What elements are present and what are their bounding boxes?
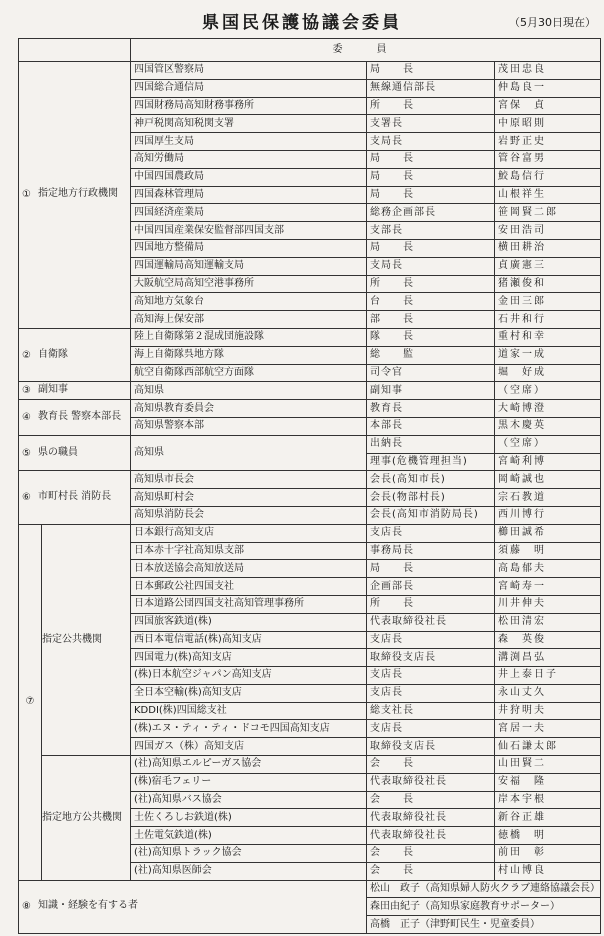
title-cell: 支署長: [367, 115, 495, 133]
org-cell: 四国運輸局高知運輸支局: [131, 257, 367, 275]
title-cell: 代表取締役社長: [367, 773, 495, 791]
title-cell: 代表取締役社長: [367, 809, 495, 827]
org-cell: KDDI(株)四国総支社: [131, 702, 367, 720]
table-row: [19, 524, 601, 542]
category-number: ①: [22, 189, 31, 201]
org-cell: 神戸税関高知税関支署: [131, 115, 367, 133]
title-cell: 局 長: [367, 239, 495, 257]
header-row: [19, 39, 601, 62]
org-cell: 四国総合通信局: [131, 79, 367, 97]
table-row: [19, 471, 601, 489]
org-cell: 四国ガス（株）高知支店: [131, 738, 367, 756]
org-cell: 全日本空輸(株)高知支店: [131, 684, 367, 702]
category-number: ⑥: [22, 492, 31, 504]
name-cell: 山田賢二: [495, 756, 601, 774]
name-cell: 貞廣憲三: [495, 257, 601, 275]
name-cell: 宮崎利博: [495, 453, 601, 471]
category-number: ⑧: [22, 901, 31, 913]
category-cell: [19, 524, 131, 880]
title-cell: 局 長: [367, 186, 495, 204]
name-cell: 永山丈久: [495, 684, 601, 702]
title-cell: 隊 長: [367, 328, 495, 346]
name-cell: 石井和行: [495, 311, 601, 329]
name-cell: 高島郁夫: [495, 560, 601, 578]
table-row: [19, 328, 601, 346]
title-cell: 企画部長: [367, 578, 495, 596]
title-cell: 局 長: [367, 150, 495, 168]
title-cell: 局 長: [367, 168, 495, 186]
category-label: 副知事: [38, 384, 68, 396]
title-cell: 代表取締役社長: [367, 827, 495, 845]
org-cell: 日本道路公団四国支社高知管理事務所: [131, 595, 367, 613]
org-cell: 高知労働局: [131, 150, 367, 168]
name-cell: 新谷正雄: [495, 809, 601, 827]
name-cell: 森 英俊: [495, 631, 601, 649]
org-cell: 高知県: [131, 382, 367, 400]
category-number: ④: [22, 411, 31, 423]
category-cell: [19, 435, 131, 471]
org-cell: 陸上自衛隊第２混成団施設隊: [131, 328, 367, 346]
title-cell: 会 長: [367, 862, 495, 880]
title-cell: 会長(物部村長): [367, 489, 495, 507]
org-cell: 高知地方気象台: [131, 293, 367, 311]
table-row: [19, 400, 601, 418]
category-label: 市町村長 消防長: [38, 491, 112, 503]
name-cell: 堀 好成: [495, 364, 601, 382]
org-cell: (社)高知県バス協会: [131, 791, 367, 809]
name-cell: 櫛田誠希: [495, 524, 601, 542]
name-cell: （空席）: [495, 382, 601, 400]
org-cell: 大阪航空局高知空港事務所: [131, 275, 367, 293]
name-cell: 猪瀬俊和: [495, 275, 601, 293]
title-cell: 支店長: [367, 684, 495, 702]
expert-cell: 松山 政子（高知県婦人防火クラブ連絡協議会長）: [367, 880, 601, 898]
members-header: 委 員: [131, 39, 601, 62]
org-cell: (社)高知県トラック協会: [131, 845, 367, 863]
org-cell: 航空自衛隊西部航空方面隊: [131, 364, 367, 382]
name-cell: 笹岡賢二郎: [495, 204, 601, 222]
org-cell: 四国電力(株)高知支店: [131, 649, 367, 667]
title-cell: 出納長: [367, 435, 495, 453]
org-cell: (社)高知県医師会: [131, 862, 367, 880]
title-cell: 局 長: [367, 62, 495, 80]
name-cell: 安福 隆: [495, 773, 601, 791]
name-cell: 前田 彰: [495, 845, 601, 863]
org-cell: 高知海上保安部: [131, 311, 367, 329]
name-cell: 岸本宇根: [495, 791, 601, 809]
org-cell: 高知県消防長会: [131, 506, 367, 524]
org-cell: 高知県警察本部: [131, 417, 367, 435]
category-label: 県の職員: [38, 446, 78, 458]
org-cell: 日本郵政公社四国支社: [131, 578, 367, 596]
name-cell: 溝渕昌弘: [495, 649, 601, 667]
title-cell: 副知事: [367, 382, 495, 400]
category-number: ②: [22, 349, 31, 361]
title-cell: 教育長: [367, 400, 495, 418]
category-cell: [19, 400, 131, 436]
table-row: [19, 880, 601, 898]
name-cell: 徳橋 明: [495, 827, 601, 845]
org-cell: (株)宿毛フェリー: [131, 773, 367, 791]
title-cell: 無線通信部長: [367, 79, 495, 97]
title-cell: 所 長: [367, 595, 495, 613]
name-cell: 村山博良: [495, 862, 601, 880]
title-cell: 総 監: [367, 346, 495, 364]
org-cell: 四国森林管理局: [131, 186, 367, 204]
org-cell: 日本放送協会高知放送局: [131, 560, 367, 578]
name-cell: 黒木慶英: [495, 417, 601, 435]
title-cell: 取締役支店長: [367, 738, 495, 756]
org-cell: 高知県: [131, 435, 367, 471]
title-cell: 総務企画部長: [367, 204, 495, 222]
org-cell: (株)エヌ・ティ・ティ・ドコモ四国高知支店: [131, 720, 367, 738]
title-cell: 部 長: [367, 311, 495, 329]
org-cell: 中国四国農政局: [131, 168, 367, 186]
title-cell: 会長(高知市消防局長): [367, 506, 495, 524]
org-cell: 四国管区警察局: [131, 62, 367, 80]
org-cell: 海上自衛隊呉地方隊: [131, 346, 367, 364]
category-cell: [19, 328, 131, 381]
org-cell: (株)日本航空ジャパン高知支店: [131, 667, 367, 685]
name-cell: 道家一成: [495, 346, 601, 364]
category-number: ③: [22, 385, 31, 397]
title-cell: 会長(高知市長): [367, 471, 495, 489]
title-cell: 取締役支店長: [367, 649, 495, 667]
name-cell: 宗石教道: [495, 489, 601, 507]
name-cell: 茂田忠良: [495, 62, 601, 80]
category-label: 自衛隊: [38, 348, 68, 360]
name-cell: 鮫島信行: [495, 168, 601, 186]
category-label: 教育長 警察本部長: [38, 410, 122, 422]
title-cell: 支局長: [367, 257, 495, 275]
category-cell: [19, 471, 131, 524]
name-cell: 岡崎誠也: [495, 471, 601, 489]
category-number: ⑦: [19, 525, 42, 880]
table-row: [19, 435, 601, 453]
org-cell: 高知県町村会: [131, 489, 367, 507]
category-label: 知識・経験を有する者: [38, 900, 138, 912]
title-cell: 支店長: [367, 667, 495, 685]
expert-cell: 森田由紀子（高知県家庭教育サポーター）: [367, 898, 601, 916]
name-cell: 岩野正史: [495, 133, 601, 151]
name-cell: （空席）: [495, 435, 601, 453]
category-cell: [19, 62, 131, 329]
members-table: [18, 38, 601, 934]
category-cell: [19, 382, 131, 400]
page-title: 県国民保護協議会委員: [202, 13, 402, 33]
org-cell: 四国旅客鉄道(株): [131, 613, 367, 631]
name-cell: 宮居一夫: [495, 720, 601, 738]
table-row: [19, 62, 601, 80]
org-cell: 四国財務局高知財務事務所: [131, 97, 367, 115]
name-cell: 横田耕治: [495, 239, 601, 257]
org-cell: 高知県市長会: [131, 471, 367, 489]
name-cell: 金田三郎: [495, 293, 601, 311]
title-cell: 事務局長: [367, 542, 495, 560]
subcategory-public: 指定公共機関: [42, 525, 130, 756]
name-cell: 宮保 貞: [495, 97, 601, 115]
org-cell: 日本銀行高知支店: [131, 524, 367, 542]
title-cell: 支部長: [367, 222, 495, 240]
name-cell: 松田清宏: [495, 613, 601, 631]
name-cell: 川井伸夫: [495, 595, 601, 613]
name-cell: 仙石謙太郎: [495, 738, 601, 756]
name-cell: 安田浩司: [495, 222, 601, 240]
org-cell: (社)高知県エルピーガス協会: [131, 756, 367, 774]
title-cell: 支局長: [367, 133, 495, 151]
title-cell: 会 長: [367, 791, 495, 809]
org-cell: 土佐くろしお鉄道(株): [131, 809, 367, 827]
name-cell: 管谷富男: [495, 150, 601, 168]
title-cell: 台 長: [367, 293, 495, 311]
org-cell: 四国地方整備局: [131, 239, 367, 257]
name-cell: 井狩明夫: [495, 702, 601, 720]
category-cell: [19, 880, 367, 933]
name-cell: 大崎博澄: [495, 400, 601, 418]
subcategory-local-public: 指定地方公共機関: [42, 811, 122, 823]
org-cell: 中国四国産業保安監督部四国支部: [131, 222, 367, 240]
name-cell: 宮崎寿一: [495, 578, 601, 596]
title-cell: 局 長: [367, 560, 495, 578]
title-cell: 所 長: [367, 97, 495, 115]
name-cell: 須藤 明: [495, 542, 601, 560]
org-cell: 高知県教育委員会: [131, 400, 367, 418]
title-cell: 司令官: [367, 364, 495, 382]
title-cell: 会 長: [367, 845, 495, 863]
org-cell: 四国厚生支局: [131, 133, 367, 151]
title-cell: 会 長: [367, 756, 495, 774]
org-cell: 日本赤十字社高知県支部: [131, 542, 367, 560]
name-cell: 井上泰日子: [495, 667, 601, 685]
title-cell: 支店長: [367, 524, 495, 542]
org-cell: 四国経済産業局: [131, 204, 367, 222]
name-cell: 西川博行: [495, 506, 601, 524]
title-cell: 支店長: [367, 720, 495, 738]
title-cell: 所 長: [367, 275, 495, 293]
name-cell: 山根祥生: [495, 186, 601, 204]
table-row: [19, 382, 601, 400]
org-cell: 土佐電気鉄道(株): [131, 827, 367, 845]
category-label: 指定地方行政機関: [38, 188, 118, 200]
members-body: [19, 62, 601, 934]
title-cell: 理事(危機管理担当): [367, 453, 495, 471]
name-cell: 重村和幸: [495, 328, 601, 346]
category-number: ⑤: [22, 447, 31, 459]
org-cell: 西日本電信電話(株)高知支店: [131, 631, 367, 649]
name-cell: 仲島良一: [495, 79, 601, 97]
title-cell: 支店長: [367, 631, 495, 649]
name-cell: 中原昭則: [495, 115, 601, 133]
title-cell: 代表取締役社長: [367, 613, 495, 631]
title-cell: 総支社長: [367, 702, 495, 720]
date-note: （5月30日現在）: [509, 16, 596, 29]
expert-cell: 高橋 正子（津野町民生・児童委員）: [367, 916, 601, 934]
title-cell: 本部長: [367, 417, 495, 435]
